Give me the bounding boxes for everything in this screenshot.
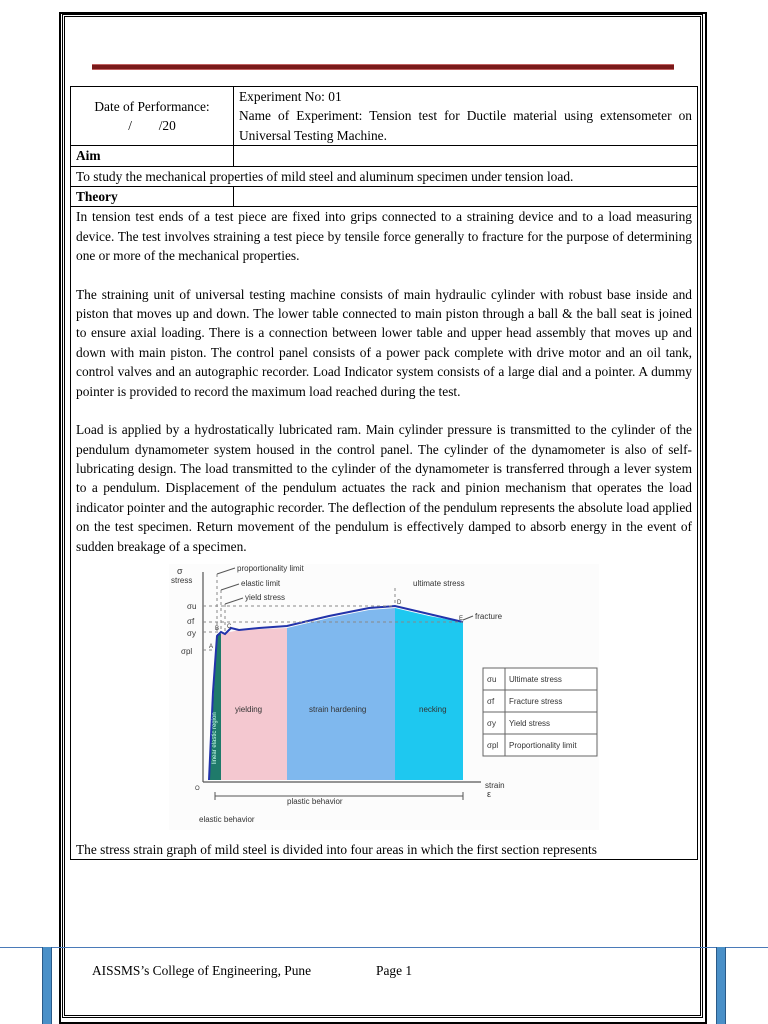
experiment-no: Experiment No: 01 <box>239 89 342 104</box>
yielding-label: yielding <box>235 704 263 714</box>
point-a: A <box>209 643 214 650</box>
legend-symbol-yield: σy <box>487 718 496 728</box>
experiment-cell <box>234 87 698 146</box>
tick-sigma-u: σu <box>187 601 197 611</box>
point-d: D <box>397 599 402 606</box>
footer-college: AISSMS’s College of Engineering, Pune <box>92 963 312 978</box>
legend-label-ultimate: Ultimate stress <box>509 674 562 684</box>
experiment-name: Name of Experiment: Tension test for Ductile material using extensometer on Universal Testing Machine. <box>239 108 692 143</box>
header-rule <box>92 64 674 70</box>
theory-body-row <box>71 207 698 860</box>
elastic-region-label: linear elastic region <box>212 712 218 764</box>
legend-symbol-ultimate: σu <box>487 674 497 684</box>
y-axis-symbol: σ <box>177 565 183 576</box>
theory-paragraph-1: In tension test ends of a test piece are fixed into grips connected to a straining device and to a load measuring device. The test involves straining a test piece by tensile force generally to fracture for the purpose of determining one or more of the mechanical properties. <box>76 209 692 264</box>
theory-heading-blank <box>234 187 698 207</box>
aim-text-row <box>71 166 698 186</box>
elastic-behavior-label: elastic behavior <box>199 814 255 824</box>
theory-heading-row <box>71 187 698 207</box>
footer-line <box>0 947 768 948</box>
legend-label-yield: Yield stress <box>509 718 551 728</box>
fracture-label: fracture <box>475 611 503 621</box>
theory-body <box>71 207 698 860</box>
elastic-limit-label: elastic limit <box>241 578 281 588</box>
legend-label-proportionality: Proportionality limit <box>509 740 577 750</box>
stress-strain-figure <box>169 564 599 830</box>
legend-symbol-fracture: σf <box>487 696 495 706</box>
point-o: O <box>195 785 200 792</box>
theory-paragraph-3: Load is applied by a hydrostatically lubricated ram. Main cylinder pressure is transmitted to the cylinder of the pendulum dynamometer system housed in the control panel. The cylinder of the dynamometer is also of self-lubricating design. The load transmitted to the cylinder of the dynamometer is transferred through a lever system to a pendulum. Displacement of the pendulum actuates the rack and pinion mechanism that operates the load indicator pointer and the autographic recorder. The deflection of the pendulum represents the absolute load applied on the test specimen. Return movement of the pendulum is effectively damped to absorb energy in the event of sudden breakage of a specimen. <box>76 422 692 554</box>
aim-heading: Aim <box>71 146 234 166</box>
footer-bar-right <box>716 947 726 1024</box>
footer-bar-left <box>42 947 52 1024</box>
ultimate-stress-label: ultimate stress <box>413 578 465 588</box>
footer-page-number: Page 1 <box>376 963 413 978</box>
experiment-table <box>70 86 698 860</box>
theory-paragraph-4: The stress strain graph of mild steel is divided into four areas in which the first section represents <box>76 841 597 857</box>
x-axis-label: strain <box>485 780 505 790</box>
tick-sigma-y: σy <box>187 628 196 638</box>
tick-sigma-pl: σpl <box>181 646 193 656</box>
theory-paragraph-2: The straining unit of universal testing machine consists of main hydraulic cylinder with robust base inside and piston that moves up and down. The lower table connected to main piston through a ball & the ball seat is joined to ensure axial loading. There is a connection between lower table and upper head assembly that moves up and down with main piston. The control panel consists of a power pack complete with drive motor and an oil tank, control valves and an autographic recorder. Load Indicator system consists of a large dial and a pointer. A dummy pointer is provided to record the maximum load reached during the test. <box>76 286 692 399</box>
point-b: B <box>215 625 220 632</box>
necking-region <box>395 608 463 780</box>
plastic-behavior-label: plastic behavior <box>287 796 343 806</box>
aim-heading-blank <box>234 146 698 166</box>
strain-hardening-label: strain hardening <box>309 704 367 714</box>
date-value: / /20 <box>128 118 176 134</box>
legend-label-fracture: Fracture stress <box>509 696 563 706</box>
proportionality-limit-label: proportionality limit <box>237 563 304 573</box>
yield-stress-label: yield stress <box>245 592 286 602</box>
date-cell <box>71 87 234 146</box>
aim-heading-row <box>71 146 698 166</box>
strain-hardening-region <box>287 608 395 780</box>
necking-label: necking <box>419 704 447 714</box>
point-c: C <box>227 623 232 630</box>
yielding-region <box>221 628 287 780</box>
x-axis-symbol: ε <box>487 788 492 799</box>
theory-heading: Theory <box>71 187 234 207</box>
date-label: Date of Performance: <box>94 98 210 114</box>
aim-text: To study the mechanical properties of mild steel and aluminum specimen under tension load. <box>71 166 698 186</box>
point-e: E <box>459 615 464 622</box>
header-row <box>71 87 698 146</box>
tick-sigma-f: σf <box>187 616 195 626</box>
stress-strain-diagram <box>169 564 599 830</box>
legend-symbol-proportionality: σpl <box>487 740 499 750</box>
y-axis-label: stress <box>171 575 193 585</box>
